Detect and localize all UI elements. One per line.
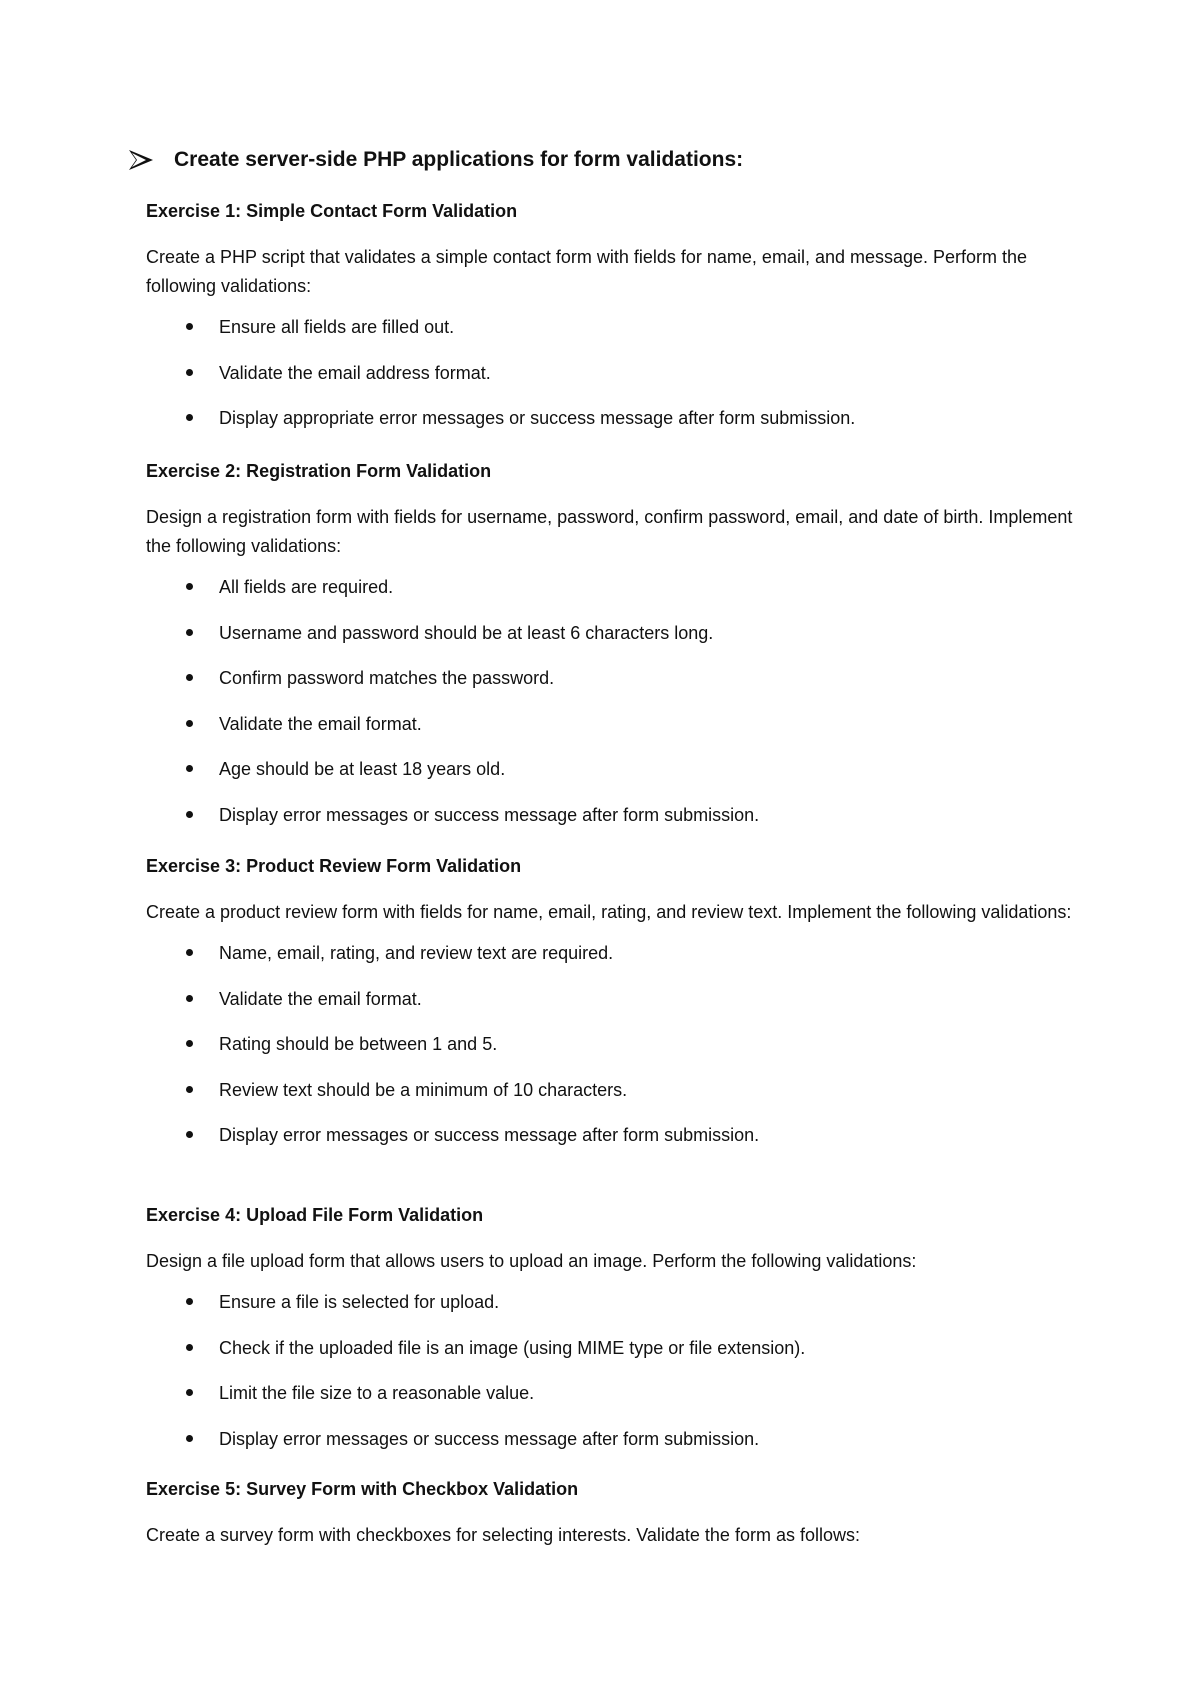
exercise-5 [146,1477,1076,1550]
exercise-title: Exercise 2: Registration Form Validation [146,461,492,481]
exercise-description: Create a PHP script that validates a simple contact form with fields for name, email, and message. Perform the following validations: [146,247,1028,296]
bullet-text: Username and password should be at least 6 characters long. [219,622,714,643]
bullet-item [146,941,1076,965]
bullet-list [146,1290,1076,1451]
bullet-dot-icon [186,811,193,818]
exercise-title: Exercise 3: Product Review Form Validation [146,856,522,876]
bullet-text: Display error messages or success message after form submission. [219,1125,760,1145]
bullet-dot-icon [186,995,193,1002]
bullet-dot-icon [186,765,193,772]
bullet-list [146,315,1076,430]
bullet-text: Limit the file size to a reasonable value. [219,1383,535,1403]
bullet-dot-icon [186,414,193,421]
bullet-dot-icon [186,323,193,330]
bullet-item [146,987,1076,1011]
bullet-text: Display error messages or success message after form submission. [219,1428,760,1449]
exercise-description: Create a survey form with checkboxes for selecting interests. Validate the form as follows: [146,1525,860,1545]
bullet-dot-icon [186,1086,193,1093]
bullet-text: Age should be at least 18 years old. [219,759,506,779]
bullet-text: Ensure all fields are filled out. [219,317,455,337]
bullet-item [146,1123,1076,1147]
bullet-item [146,315,1076,339]
exercise-title: Exercise 1: Simple Contact Form Validation [146,201,518,221]
bullet-item [146,1336,1076,1360]
exercise-description: Design a registration form with fields for username, password, confirm password, email, and date of birth. Implement the following validations: [146,507,1073,556]
bullet-dot-icon [186,1435,193,1442]
bullet-dot-icon [186,1298,193,1305]
bullet-dot-icon [186,583,193,590]
bullet-dot-icon [186,629,193,636]
exercise-title: Exercise 4: Upload File Form Validation [146,1205,484,1225]
exercise-3 [146,854,1076,1169]
bullet-dot-icon [186,369,193,376]
bullet-item [146,1290,1076,1314]
bullet-list [146,575,1076,827]
bullet-text: Review text should be a minimum of 10 characters. [219,1079,628,1100]
exercise-description: Create a product review form with fields for name, email, rating, and review text. Implement the following validations: [146,902,1072,922]
bullet-text: Check if the uploaded file is an image (using MIME type or file extension). [219,1337,806,1358]
bullet-item [146,1427,1076,1451]
main-heading [128,148,743,172]
bullet-dot-icon [186,949,193,956]
bullet-item [146,1032,1076,1056]
bullet-item [146,1381,1076,1405]
bullet-text: Name, email, rating, and review text are required. [219,943,614,963]
bullet-item [146,712,1076,736]
bullet-text: Display error messages or success message after form submission. [219,804,760,825]
bullet-item [146,757,1076,781]
bullet-item [146,575,1076,599]
exercise-4 [146,1203,1076,1472]
exercise-description: Design a file upload form that allows users to upload an image. Perform the following validations: [146,1251,917,1271]
bullet-text: Validate the email address format. [219,362,491,383]
bullet-dot-icon [186,1131,193,1138]
bullet-item [146,666,1076,690]
bullet-item [146,803,1076,827]
arrow-bullet-icon [128,149,154,171]
bullet-text: Display appropriate error messages or success message after form submission. [219,408,856,428]
bullet-text: All fields are required. [219,577,394,597]
exercise-title: Exercise 5: Survey Form with Checkbox Validation [146,1479,579,1499]
bullet-dot-icon [186,720,193,727]
bullet-text: Rating should be between 1 and 5. [219,1034,498,1054]
bullet-item [146,621,1076,645]
bullet-text: Ensure a file is selected for upload. [219,1292,500,1312]
main-heading-text: Create server-side PHP applications for form validations: [174,148,744,171]
bullet-item [146,361,1076,385]
bullet-dot-icon [186,1040,193,1047]
exercise-2 [146,459,1076,848]
bullet-item [146,406,1076,430]
bullet-dot-icon [186,1344,193,1351]
bullet-item [146,1078,1076,1102]
bullet-text: Validate the email format. [219,713,422,734]
bullet-dot-icon [186,674,193,681]
bullet-text: Confirm password matches the password. [219,668,555,688]
bullet-text: Validate the email format. [219,988,422,1009]
exercise-1 [146,199,1076,452]
bullet-dot-icon [186,1389,193,1396]
bullet-list [146,941,1076,1147]
